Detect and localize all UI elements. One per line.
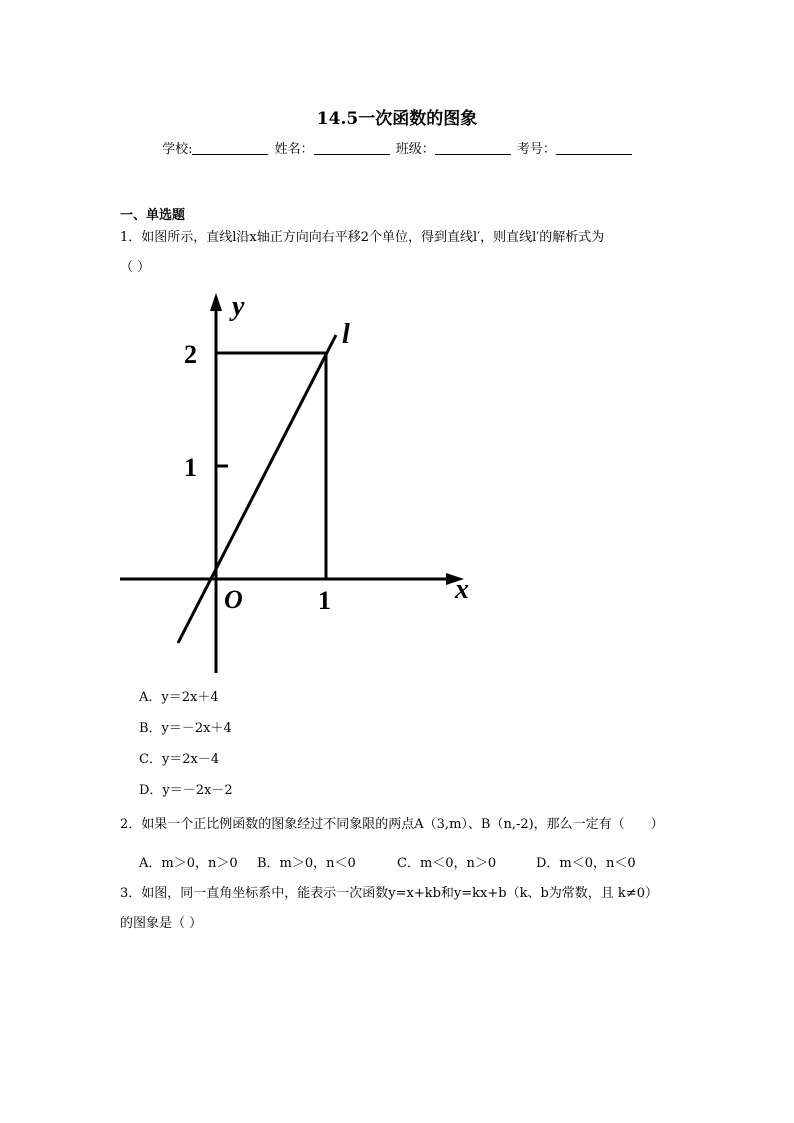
question-2-option-a[interactable]: A．m＞0，n＞0	[139, 856, 238, 871]
number-blank[interactable]	[556, 142, 632, 155]
section-heading: 一、单选题	[120, 208, 186, 223]
question-1-text: 1．如图所示，直线l沿x轴正方向向右平移2个单位，得到直线l′，则直线l′的解析式为	[120, 230, 605, 245]
question-2-option-c[interactable]: C．m＜0，n＞0	[397, 856, 497, 871]
question-1-option-b[interactable]: B．y＝－2x＋4	[139, 721, 232, 736]
question-2-option-b[interactable]: B．m＞0，n＜0	[257, 856, 356, 871]
number-label: 考号：	[516, 142, 556, 157]
class-label: 班级：	[395, 142, 435, 157]
page-title: 14.5一次函数的图象	[316, 109, 478, 129]
question-1-figure	[110, 285, 480, 680]
question-1-bracket: （ ）	[120, 260, 151, 275]
line-l	[178, 335, 336, 643]
question-1-option-d[interactable]: D．y＝－2x－2	[139, 783, 233, 798]
question-1-option-a[interactable]: A．y＝2x＋4	[139, 690, 219, 705]
question-3-text: 3．如图，同一直角坐标系中，能表示一次函数y=x+kb和y=kx+b（k、b为常数，且 k≠0）	[120, 886, 658, 901]
x-axis-label: x	[455, 574, 469, 605]
y-axis-arrow	[210, 293, 222, 311]
tick-y1-label: 1	[184, 453, 197, 482]
question-1-option-c[interactable]: C．y＝2x－4	[139, 752, 220, 767]
school-blank[interactable]	[192, 142, 268, 155]
name-label: 姓名：	[274, 142, 314, 157]
question-2-text: 2．如果一个正比例函数的图象经过不同象限的两点A（3,m）、B（n,-2)，那么一定有（ ）	[120, 817, 664, 832]
question-3-bracket: 的图象是（ ）	[120, 916, 203, 931]
y-axis-label: y	[232, 291, 245, 322]
student-info-line	[0, 138, 794, 157]
question-2-option-d[interactable]: D．m＜0，n＜0	[536, 856, 636, 871]
line-l-label: l	[342, 319, 350, 350]
class-blank[interactable]	[435, 142, 511, 155]
school-label: 学校:	[162, 142, 193, 157]
tick-y2-label: 2	[184, 340, 197, 369]
name-blank[interactable]	[314, 142, 390, 155]
tick-x1-label: 1	[318, 586, 331, 615]
origin-label: O	[224, 585, 243, 614]
